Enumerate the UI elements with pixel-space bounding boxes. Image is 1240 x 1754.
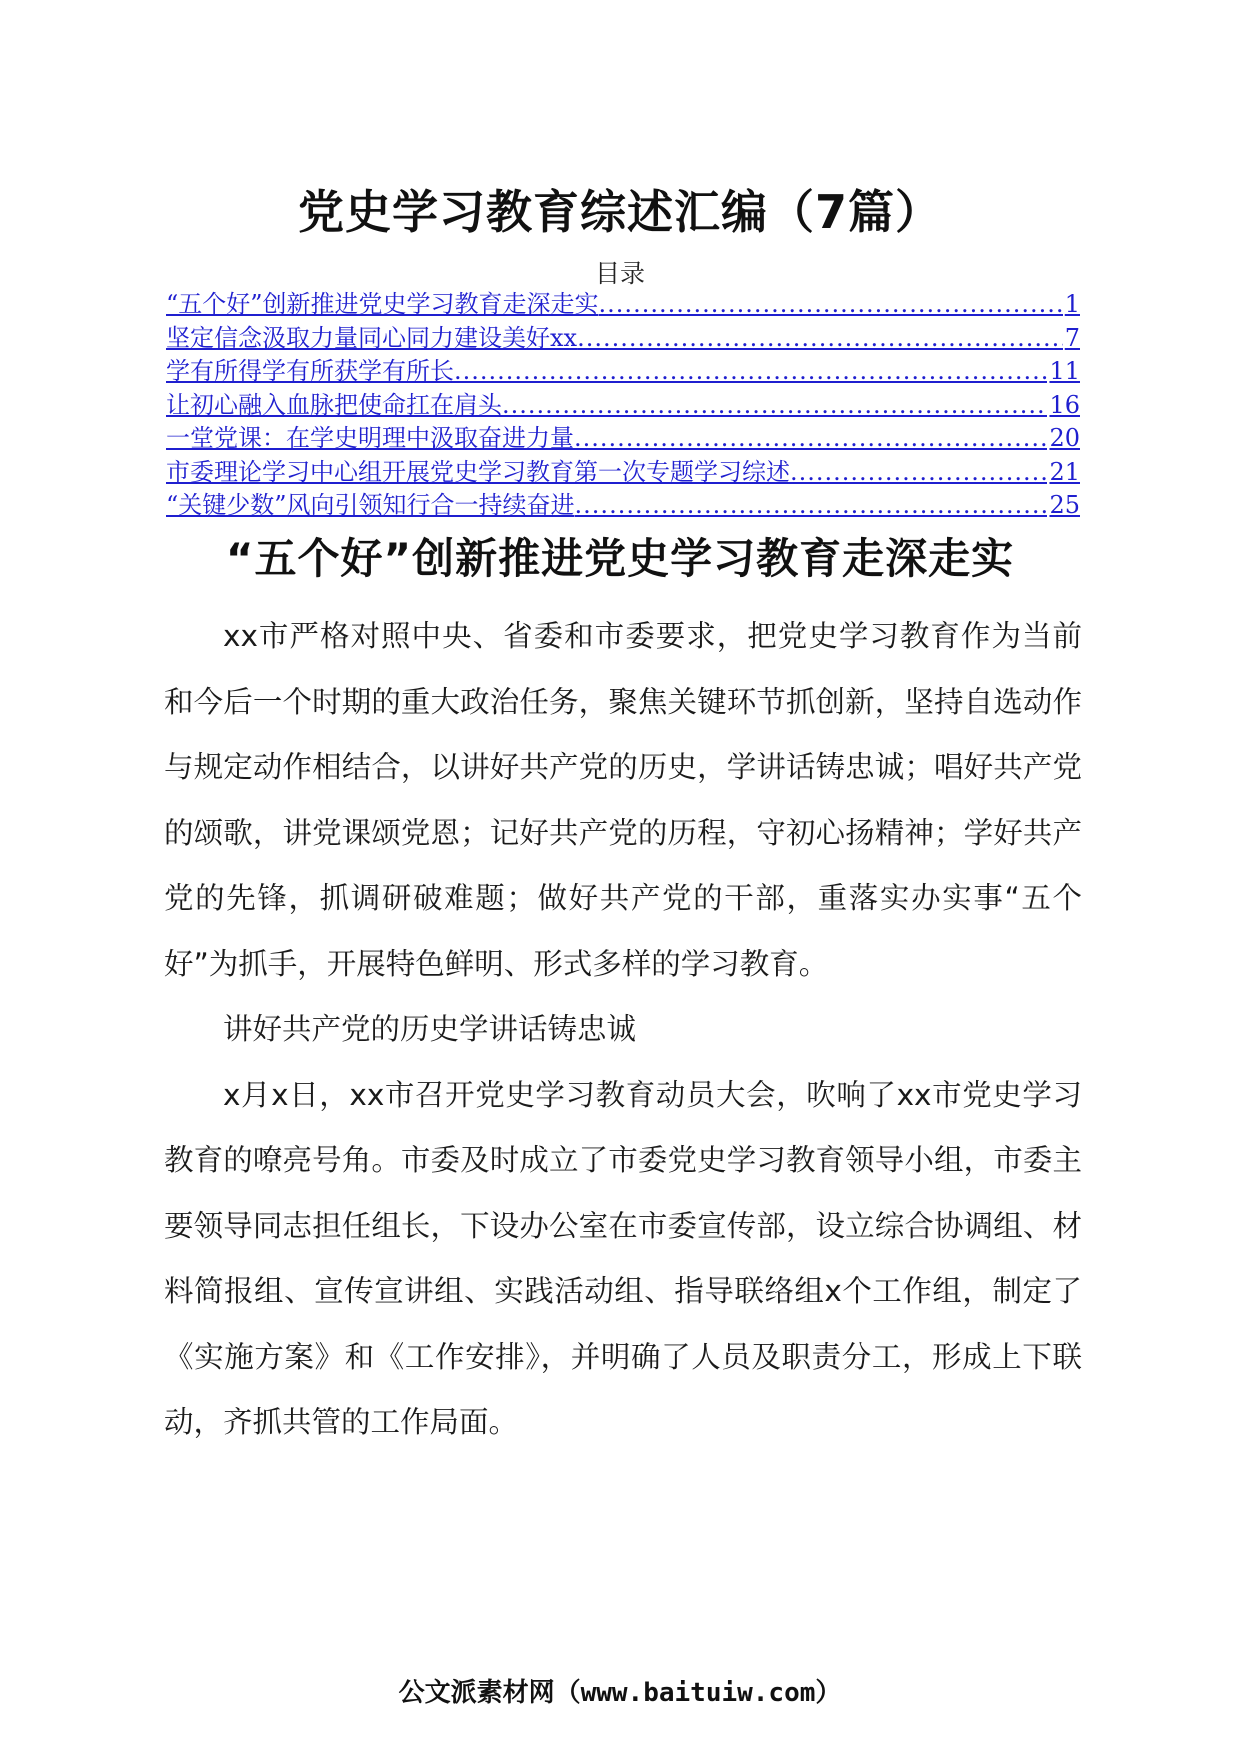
toc-entry-5[interactable] — [166, 422, 1080, 456]
toc-entry-title: 一堂党课：在学史明理中汲取奋进力量 — [166, 424, 574, 452]
toc-leader-dots — [599, 288, 1063, 321]
toc-leader-dots — [790, 456, 1047, 489]
body-paragraph: xx市严格对照中央、省委和市委要求，把党史学习教育作为当前和今后一个时期的重大政治任务，聚焦关键环节抓创新，坚持自选动作与规定动作相结合，以讲好共产党的历史，学讲话铸忠诚；唱好共产党的颂歌，讲党课颂党恩；记好共产党的历程，守初心扬精神；学好共产党的先锋，抓调研破难题；做好共产党的干部，重落实办实事“五个好”为抓手，开展特色鲜明、形式多样的学习教育。 — [164, 619, 1082, 981]
toc-entry-page: 25 — [1049, 491, 1080, 519]
toc-entry-title: “五个好”创新推进党史学习教育走深走实 — [166, 290, 599, 318]
toc-entry-page: 1 — [1064, 290, 1080, 318]
section-subheading: 讲好共产党的历史学讲话铸忠诚 — [223, 1012, 637, 1046]
toc-entry-title: 学有所得学有所获学有所长 — [166, 357, 454, 385]
body-paragraph: x月x日，xx市召开党史学习教育动员大会，吹响了xx市党史学习教育的嘹亮号角。市委及时成立了市委党史学习教育领导小组，市委主要领导同志担任组长，下设办公室在市委宣传部，设立综合协调组、材料简报组、宣传宣讲组、实践活动组、指导联络组x个工作组，制定了《实施方案》和《工作安排》，并明确了人员及职责分工，形成上下联动，齐抓共管的工作局面。 — [164, 1077, 1082, 1439]
toc-leader-dots — [577, 322, 1063, 355]
toc-entry-2[interactable] — [166, 322, 1080, 356]
toc-entry-title: 坚定信念汲取力量同心同力建设美好xx — [166, 323, 578, 352]
article-title: “五个好”创新推进党史学习教育走深走实 — [225, 534, 1015, 583]
toc-entry-7[interactable] — [166, 489, 1080, 523]
toc-leader-dots — [574, 422, 1047, 455]
toc-entry-title: “关键少数”风向引领知行合一持续奋进 — [166, 491, 575, 519]
toc-leader-dots — [502, 389, 1047, 422]
toc-entry-title: 让初心融入血脉把使命扛在肩头 — [166, 390, 502, 419]
article-body — [164, 604, 1082, 1456]
toc-entry-6[interactable] — [166, 456, 1080, 490]
document-title: 党史学习教育综述汇编（7篇） — [297, 185, 942, 239]
toc-entry-page: 16 — [1049, 390, 1080, 419]
toc-entry-3[interactable] — [166, 355, 1080, 389]
toc-entry-title: 市委理论学习中心组开展党史学习教育第一次专题学习综述 — [166, 457, 790, 486]
toc-entry-4[interactable] — [166, 389, 1080, 423]
page-footer: 公文派素材网（www.baituiw.com） — [398, 1678, 842, 1708]
toc-leader-dots — [454, 355, 1047, 388]
toc-entry-page: 7 — [1064, 323, 1080, 352]
toc-heading: 目录 — [594, 259, 645, 288]
toc-entry-page: 20 — [1049, 424, 1080, 452]
toc-entry-page: 11 — [1049, 357, 1080, 385]
toc-entry-page: 21 — [1049, 457, 1080, 486]
toc-leader-dots — [575, 489, 1048, 522]
table-of-contents — [166, 288, 1080, 523]
toc-entry-1[interactable] — [166, 288, 1080, 322]
